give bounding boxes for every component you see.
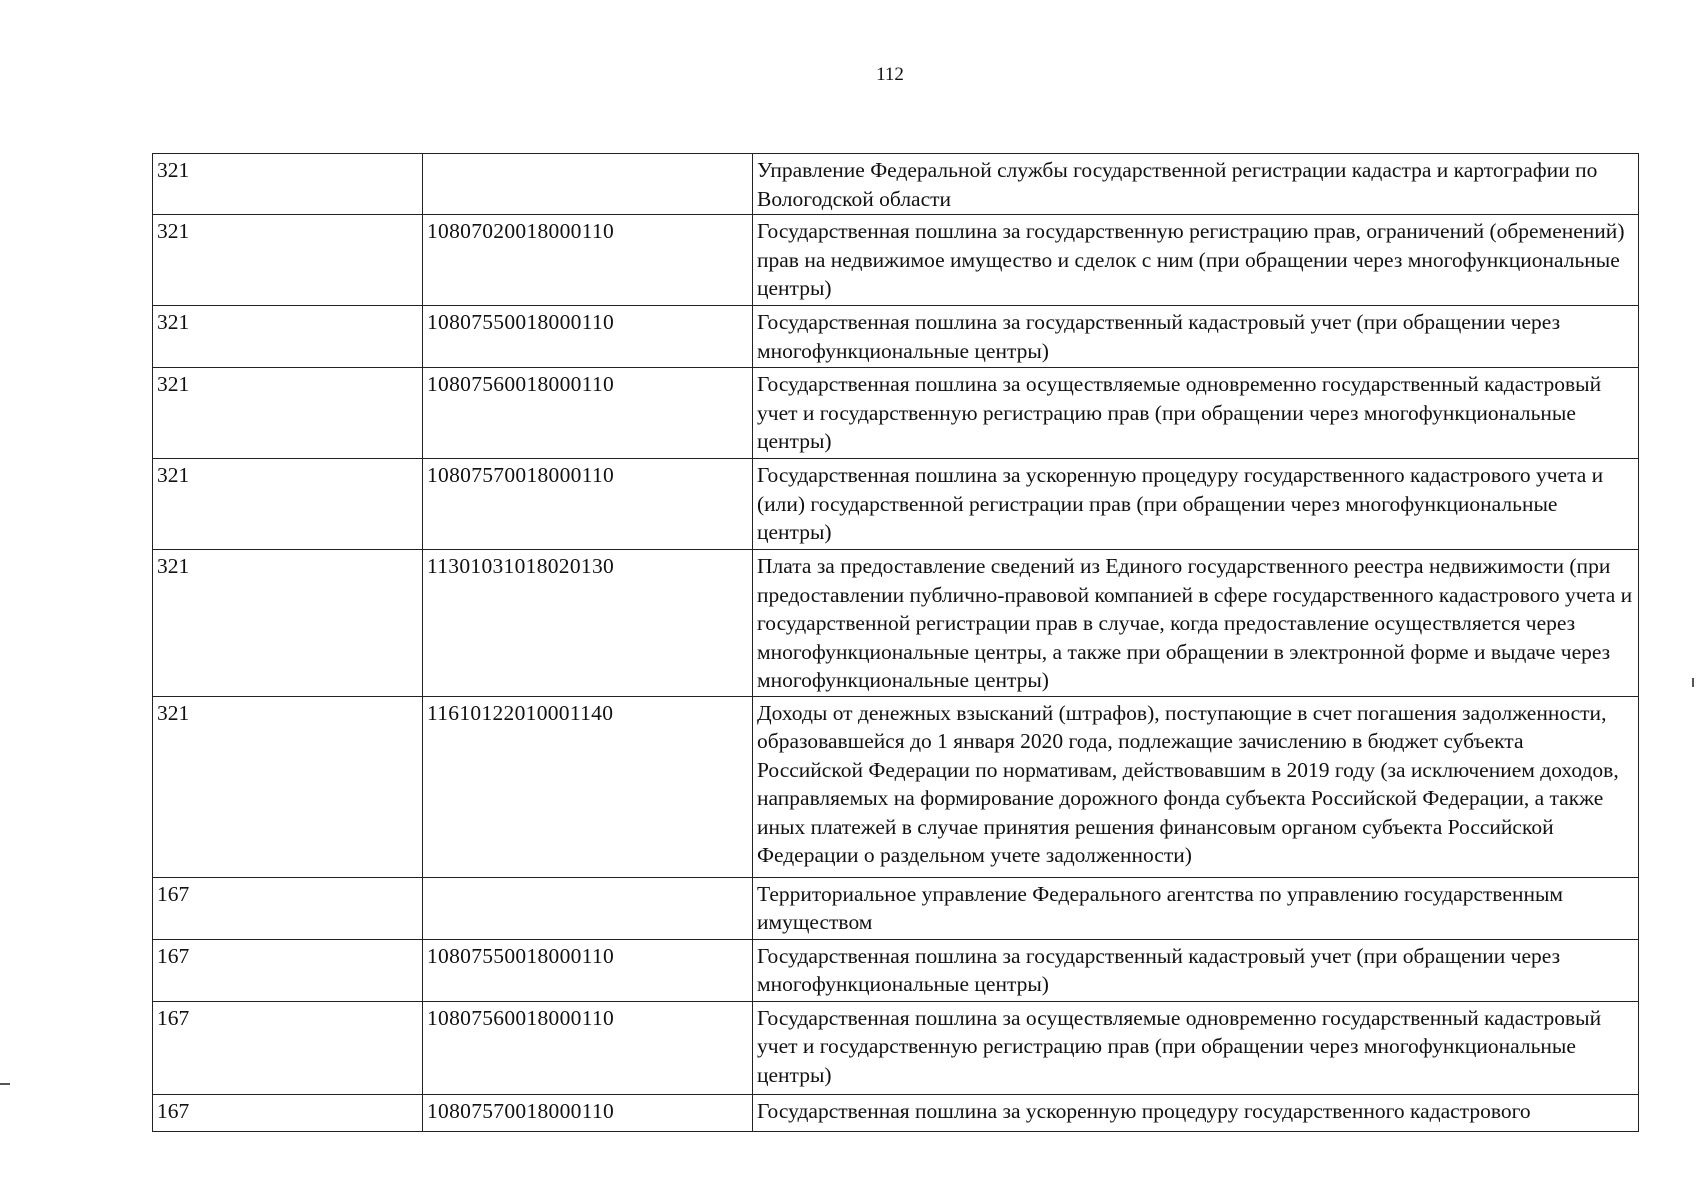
table-row: [153, 368, 1639, 459]
admin-code-cell: 321: [153, 306, 423, 368]
admin-code-cell: 321: [153, 368, 423, 459]
description-cell: Государственная пошлина за ускоренную процедуру государственного кадастрового учета и (или) государственной регистрации прав (при обращении через многофункциональные центры): [753, 459, 1639, 550]
admin-code-cell: 321: [153, 550, 423, 697]
description-cell: Государственная пошлина за осуществляемые одновременно государственный кадастровый учет и государственную регистрацию прав (при обращении через многофункциональные центры): [753, 368, 1639, 459]
revenue-code-cell: 10807560018000110: [423, 368, 753, 459]
description-cell: Государственная пошлина за государственный кадастровый учет (при обращении через многофункциональные центры): [753, 939, 1639, 1001]
description-cell: Государственная пошлина за государственную регистрацию прав, ограничений (обременений) прав на недвижимое имущество и сделок с ним (при обращении через многофункциональные центры): [753, 215, 1639, 306]
revenue-code-cell: 10807550018000110: [423, 939, 753, 1001]
description-cell: Государственная пошлина за ускоренную процедуру государственного кадастрового: [753, 1094, 1639, 1131]
admin-code-cell: 167: [153, 1094, 423, 1131]
scan-margin-mark: [0, 1083, 10, 1085]
admin-code-cell: 321: [153, 696, 423, 877]
admin-code-cell: 321: [153, 154, 423, 215]
admin-code-cell: 167: [153, 939, 423, 1001]
revenue-code-cell: 10807020018000110: [423, 215, 753, 306]
description-cell: Плата за предоставление сведений из Единого государственного реестра недвижимости (при предоставлении публично-правовой компанией в сфере государственного кадастрового учета и государственной регистрации прав в случае, когда предоставление осуществляется через многофункциональные центры, а также при обращении в электронной форме и выдаче через многофункциональные центры): [753, 550, 1639, 697]
table-row: [153, 459, 1639, 550]
table-row: [153, 939, 1639, 1001]
admin-code-cell: 321: [153, 215, 423, 306]
table-row: [153, 550, 1639, 697]
table-row: [153, 154, 1639, 215]
revenue-code-cell: 10807560018000110: [423, 1001, 753, 1094]
revenue-codes-table: [152, 153, 1639, 1132]
revenue-code-cell: 11301031018020130: [423, 550, 753, 697]
table-row: [153, 306, 1639, 368]
description-cell: Доходы от денежных взысканий (штрафов), поступающие в счет погашения задолженности, образовавшейся до 1 января 2020 года, подлежащие зачислению в бюджет субъекта Российской Федерации по нормативам, действовавшим в 2019 году (за исключением доходов, направляемых на формирование дорожного фонда субъекта Российской Федерации, а также иных платежей в случае принятия решения финансовым органом субъекта Российской Федерации о раздельном учете задолженности): [753, 696, 1639, 877]
description-cell: Территориальное управление Федерального агентства по управлению государственным имуществом: [753, 877, 1639, 939]
table-row: [153, 1001, 1639, 1094]
revenue-code-cell: 10807550018000110: [423, 306, 753, 368]
table-row: [153, 696, 1639, 877]
admin-code-cell: 167: [153, 1001, 423, 1094]
page-number: 112: [876, 64, 904, 85]
revenue-code-cell: [423, 154, 753, 215]
table-row: [153, 877, 1639, 939]
table-row: [153, 215, 1639, 306]
description-cell: Управление Федеральной службы государственной регистрации кадастра и картографии по Вологодской области: [753, 154, 1639, 215]
revenue-code-cell: 10807570018000110: [423, 1094, 753, 1131]
admin-code-cell: 167: [153, 877, 423, 939]
scan-margin-mark: [1692, 678, 1694, 687]
revenue-code-cell: [423, 877, 753, 939]
revenue-code-cell: 10807570018000110: [423, 459, 753, 550]
revenue-code-cell: 11610122010001140: [423, 696, 753, 877]
description-cell: Государственная пошлина за осуществляемые одновременно государственный кадастровый учет и государственную регистрацию прав (при обращении через многофункциональные центры): [753, 1001, 1639, 1094]
admin-code-cell: 321: [153, 459, 423, 550]
description-cell: Государственная пошлина за государственный кадастровый учет (при обращении через многофункциональные центры): [753, 306, 1639, 368]
table-row: [153, 1094, 1639, 1131]
